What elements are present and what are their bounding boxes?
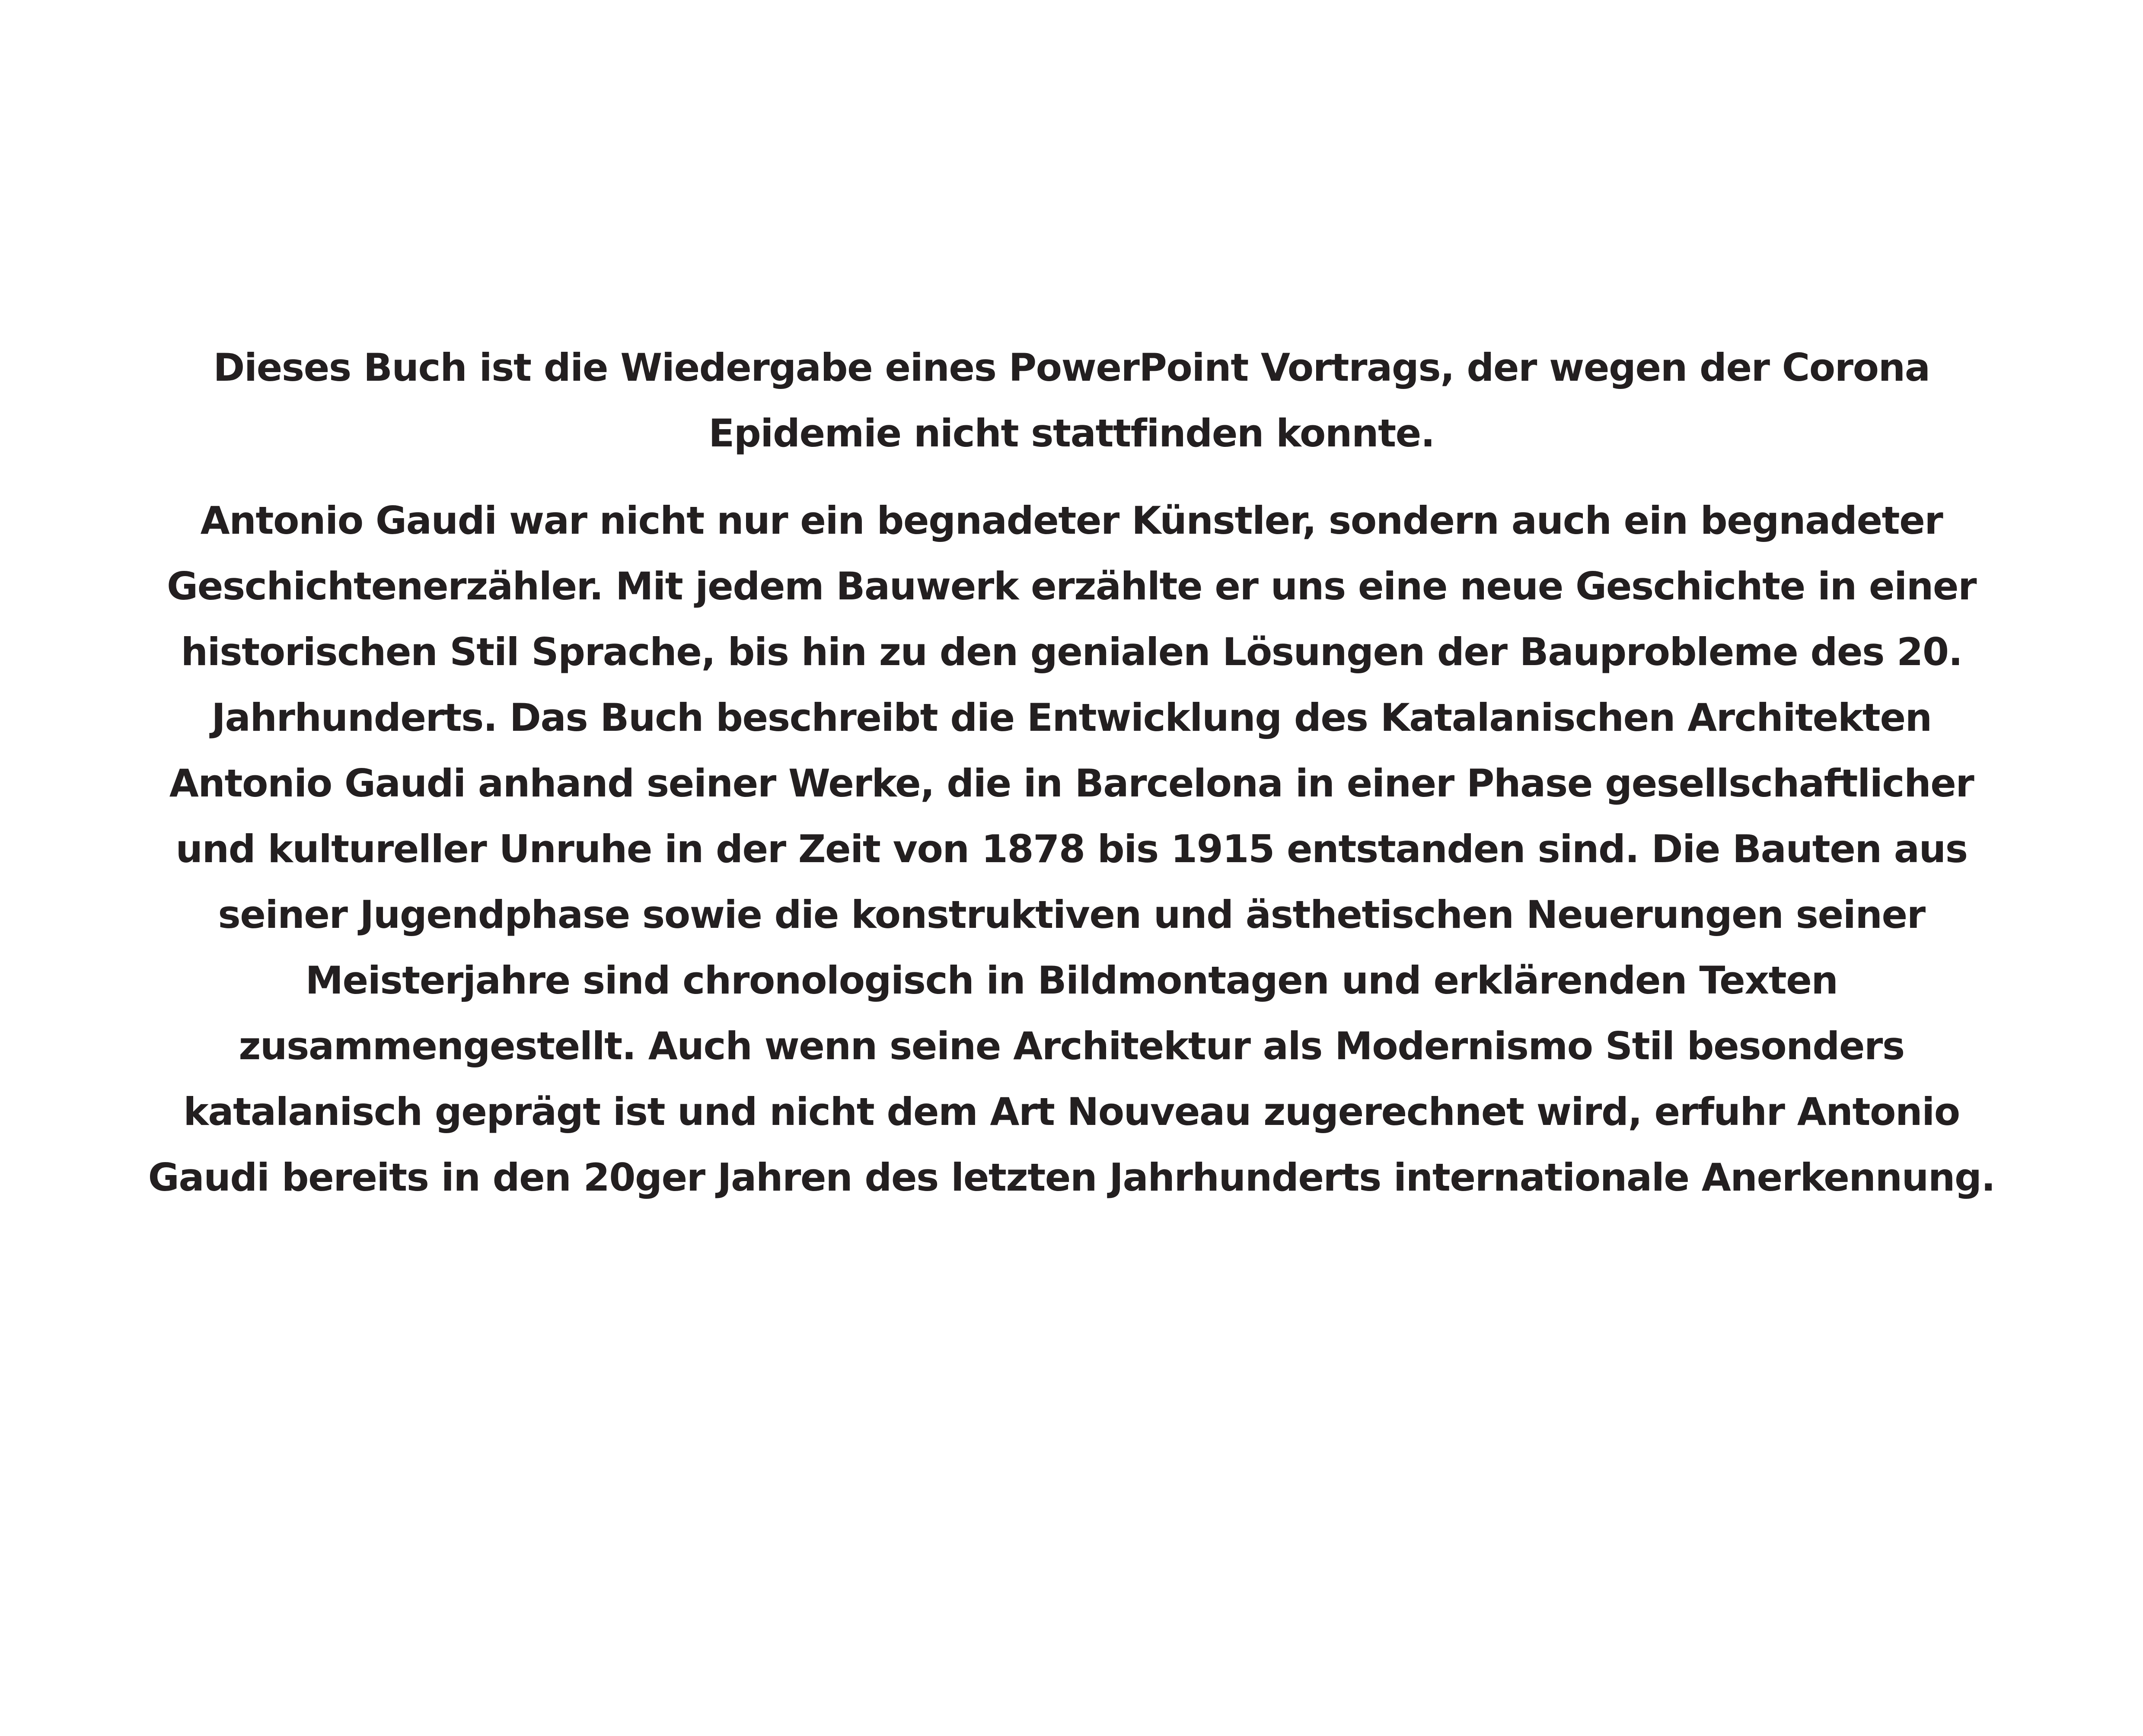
text-line: und kultureller Unruhe in der Zeit von 1878 bis 1915 entstanden sind. Die Bauten aus bbox=[175, 827, 1968, 871]
text-line: Dieses Buch ist die Wiedergabe eines PowerPoint Vortrags, der wegen der Corona bbox=[213, 345, 1930, 390]
text-line: Antonio Gaudi anhand seiner Werke, die in Barcelona in einer Phase gesellschaftlicher bbox=[169, 761, 1974, 806]
text-line: zusammengestellt. Auch wenn seine Architektur als Modernismo Stil besonders bbox=[239, 1024, 1904, 1068]
text-line: historischen Stil Sprache, bis hin zu den genialen Lösungen der Bauprobleme des 20. bbox=[181, 630, 1962, 674]
text-block bbox=[130, 335, 2013, 1210]
text-line: Meisterjahre sind chronologisch in Bildmontagen und erklärenden Texten bbox=[305, 958, 1838, 1003]
intro-paragraph bbox=[130, 335, 2013, 466]
body-paragraph bbox=[130, 488, 2013, 1210]
text-line: Gaudi bereits in den 20ger Jahren des letzten Jahrhunderts internationale Anerkennung. bbox=[148, 1155, 1995, 1200]
text-line: Jahrhunderts. Das Buch beschreibt die Entwicklung des Katalanischen Architekten bbox=[211, 695, 1932, 740]
text-line: Antonio Gaudi war nicht nur ein begnadeter Künstler, sondern auch ein begnadeter bbox=[200, 498, 1943, 543]
text-line: Geschichtenerzähler. Mit jedem Bauwerk erzählte er uns eine neue Geschichte in einer bbox=[166, 564, 1977, 608]
text-line: seiner Jugendphase sowie die konstruktiven und ästhetischen Neuerungen seiner bbox=[218, 892, 1925, 937]
text-line: katalanisch geprägt ist und nicht dem Art Nouveau zugerechnet wird, erfuhr Antonio bbox=[183, 1089, 1960, 1134]
text-line: Epidemie nicht stattfinden konnte. bbox=[708, 411, 1435, 456]
